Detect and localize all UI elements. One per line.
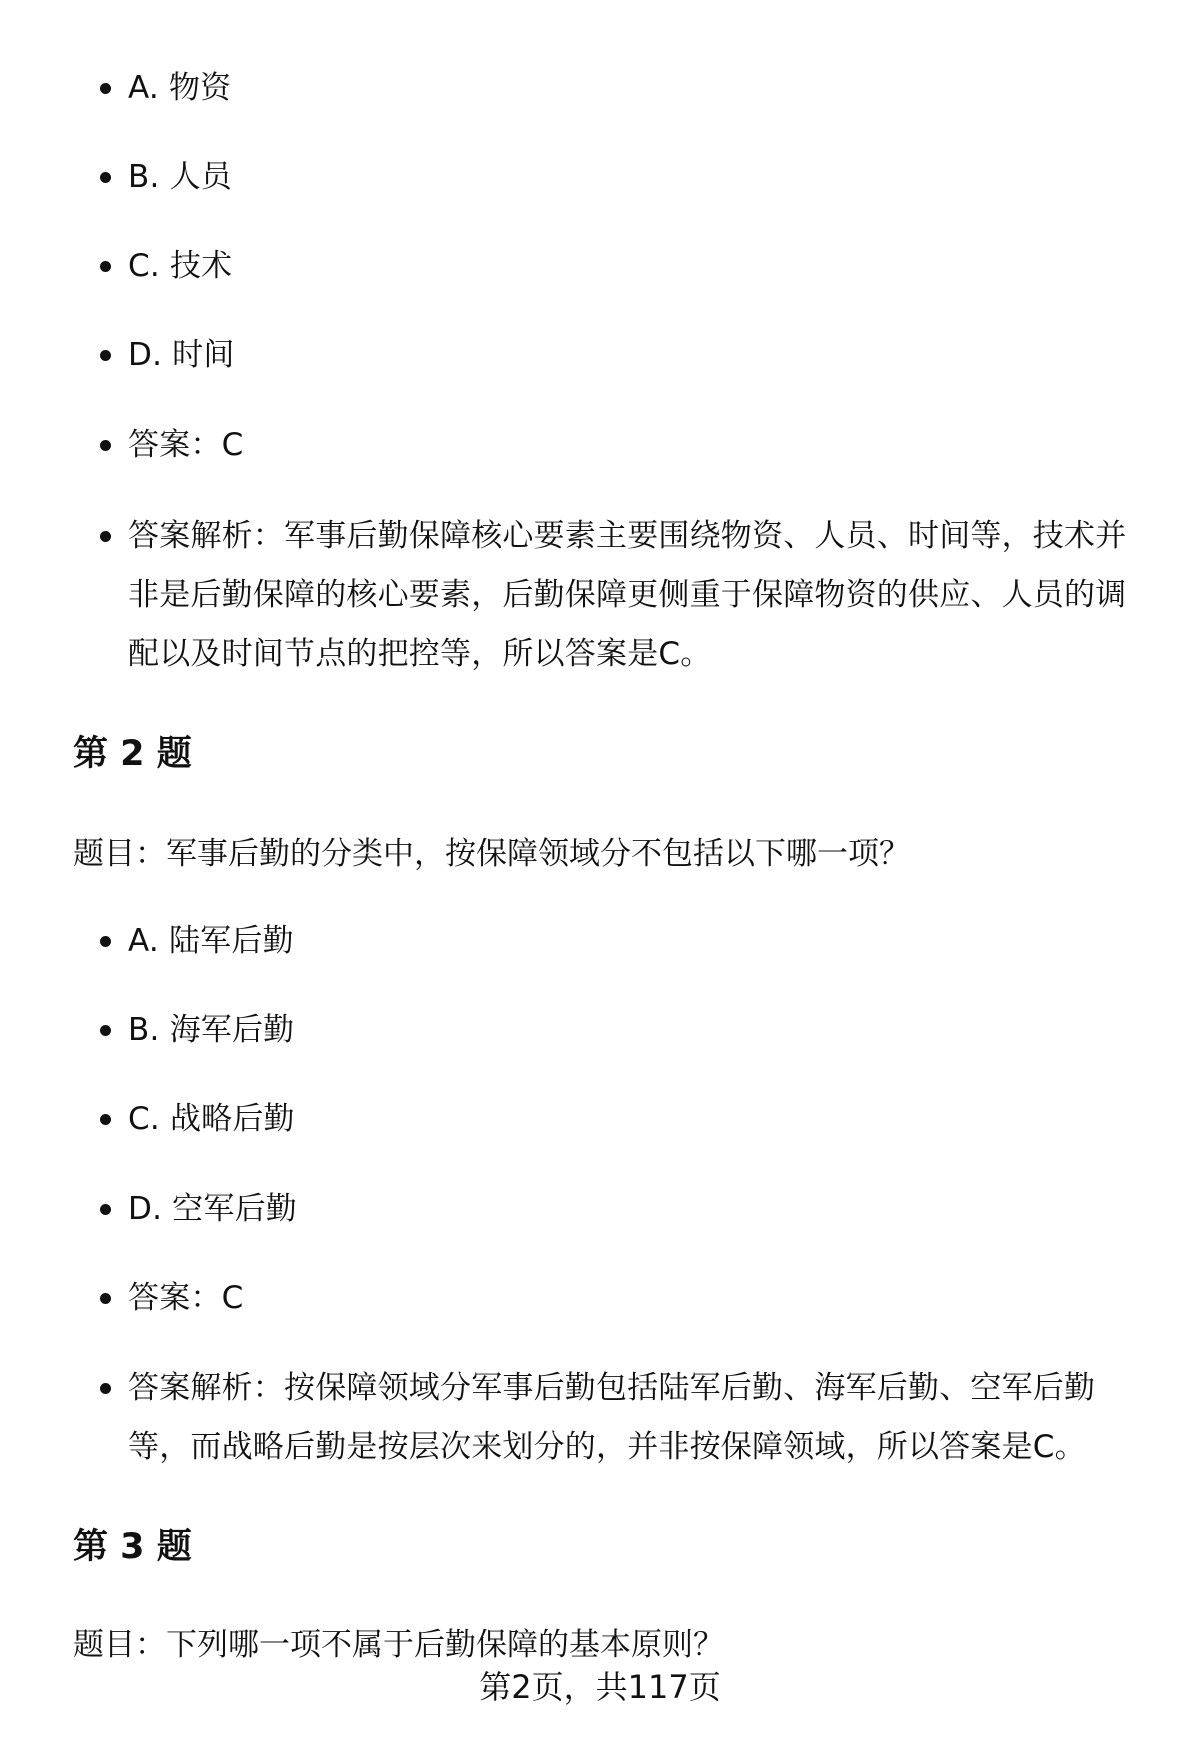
q2-option-a: A. 陆军后勤: [128, 912, 1143, 971]
q3-question: 题目：下列哪一项不属于后勤保障的基本原则？: [73, 1627, 724, 1663]
q1-analysis: 答案解析：军事后勤保障核心要素主要围绕物资、人员、时间等，技术并非是后勤保障的核心要素，后勤保障更侧重于保障物资的供应、人员的调配以及时间节点的把控等，所以答案是C。: [128, 507, 1143, 684]
q1-option-a: A. 物资: [128, 59, 1143, 118]
q2-answer: 答案：C: [128, 1269, 1143, 1328]
q1-option-d: D. 时间: [128, 326, 1143, 385]
q2-heading: 第 2 题: [73, 734, 192, 774]
q3-heading: 第 3 题: [73, 1527, 192, 1567]
q1-option-c: C. 技术: [128, 237, 1143, 296]
q2-option-b: B. 海军后勤: [128, 1001, 1143, 1060]
q2-option-c: C. 战略后勤: [128, 1090, 1143, 1149]
q2-option-d: D. 空军后勤: [128, 1180, 1143, 1239]
q1-answer: 答案：C: [128, 416, 1143, 475]
q2-question: 题目：军事后勤的分类中，按保障领域分不包括以下哪一项？: [73, 836, 910, 872]
q2-analysis: 答案解析：按保障领域分军事后勤包括陆军后勤、海军后勤、空军后勤等，而战略后勤是按层次来划分的，并非按保障领域，所以答案是C。: [128, 1359, 1143, 1477]
q1-option-b: B. 人员: [128, 148, 1143, 207]
page-number: 第2页，共117页: [479, 1668, 721, 1706]
